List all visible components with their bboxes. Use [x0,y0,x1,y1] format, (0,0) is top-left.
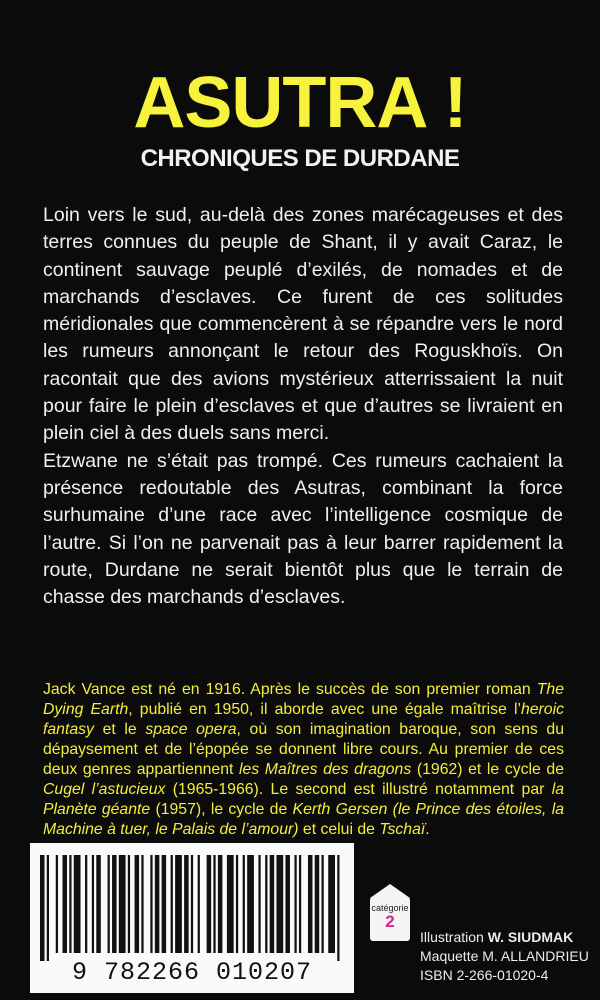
bio-book-title: Kerth Gersen (le Prince des étoiles, la Machine à tuer, le Palais de l’amour) [43,801,564,838]
bio-text: (1962) et le cycle de [411,761,564,778]
bio-text: et celui de [298,821,380,838]
synopsis-paragraph-1: Loin vers le sud, au-delà des zones marécageuses et des terres connues du peuple de Shant, il y avait Caraz, le continent sauvage peuplé d’exilés, de nomades et de marchands d’esclaves. Ce furent de ces solitudes méridionales que commencèrent à se répandre vers le nord les rumeurs annonçant le retour des Roguskhoïs. On racontait que des avions mystérieux atterrissaient la nuit pour faire le plein d’esclaves et que d’autres se livraient en plein ciel à des duels sans merci. [43,204,563,445]
isbn: ISBN 2-266-01020-4 [420,967,549,983]
book-subtitle: CHRONIQUES DE DURDANE [140,145,460,172]
bio-genre: heroic fantasy [43,701,564,738]
illustrator-name: W. SIUDMAK [487,929,574,945]
synopsis [43,202,563,611]
author-bio [43,680,564,840]
category-badge-top-icon [370,884,410,898]
illustration-credit [420,928,595,947]
book-title: ASUTRA ! [133,63,467,143]
bio-text: . [425,821,430,838]
bio-text: , publié en 1950, il aborde avec une égale maîtrise l’ [128,701,521,718]
bio-text: , où son imagination baroque, son sens du dépaysement et de l’épopée se donnent libre cours. Au premier de ces deux genres appartiennent [43,721,564,778]
category-badge [370,897,410,941]
bio-book-title: The Dying Earth [43,681,564,718]
category-value: 2 [385,912,395,931]
synopsis-paragraph-2: Etzwane ne s’était pas trompé. Ces rumeurs cachaient la présence redoutable des Asutras, combinant la force surhumaine d’une race avec l’intelligence cosmique de l’autre. Si l’on ne parvenait pas à leur barrer rapidement la route, Durdane ne serait bientôt plus que le terrain de chasse des marchands d’esclaves. [43,449,563,609]
bio-text: (1965-1966). Le second est illustré notamment par [165,781,552,798]
bio-genre: space opera [145,721,237,738]
bio-text: (1957), le cycle de [150,801,293,818]
barcode-number: 9 782266 010207 [71,958,313,987]
barcode [30,843,354,993]
credits [420,928,595,985]
illustration-label: Illustration [420,929,484,945]
bio-book-title: les Maîtres des dragons [239,761,412,778]
maquette-credit: Maquette M. ALLANDRIEU [420,948,589,964]
bio-book-title: Cugel l’astucieux [43,781,166,798]
bio-text: Jack Vance est né en 1916. Après le succès de son premier roman [43,681,537,698]
barcode-bars-icon [40,855,344,961]
bio-book-title: Tschaï [379,821,426,838]
category-label: catégorie [371,903,409,913]
bio-text: et le [93,721,146,738]
bio-book-title: la Planète géante [43,781,565,818]
